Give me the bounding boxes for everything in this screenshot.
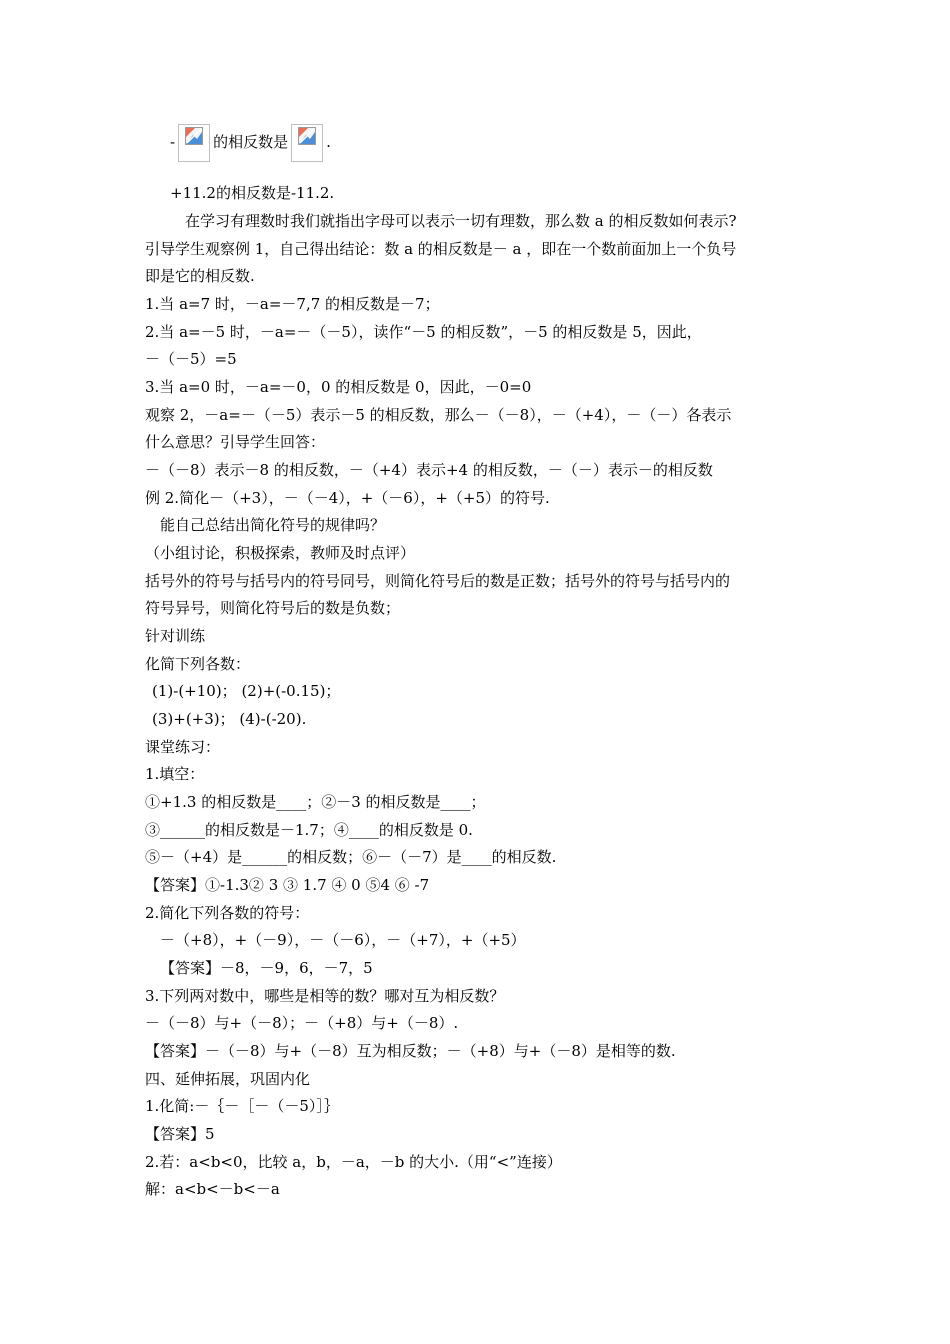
- text-line: （小组讨论，积极探索，教师及时点评）: [145, 544, 416, 562]
- section-heading: 针对训练: [145, 627, 206, 645]
- text-line: 3.当 a=0 时，－a=－0，0 的相反数是 0，因此，－0=0: [145, 378, 532, 396]
- solution-line: 解：a<b<－b<－a: [145, 1180, 280, 1198]
- text-line: 能自己总结出简化符号的规律吗？: [160, 516, 386, 534]
- answer-line: 【答案】－8，－9，6，－7，5: [160, 959, 373, 977]
- question-line: －（+8），+（－9），－（－6），－（+7），+（+5）: [160, 931, 526, 949]
- text-line: 即是它的相反数.: [145, 267, 255, 285]
- question-title: 1.填空：: [145, 765, 205, 783]
- section-heading: 课堂练习：: [145, 738, 221, 756]
- text-line: 化简下列各数：: [145, 655, 251, 673]
- answer-line: 【答案】5: [145, 1125, 215, 1143]
- text-line: 括号外的符号与括号内的符号同号，则简化符号后的数是正数；括号外的符号与括号内的: [145, 572, 731, 590]
- text-line: 2.当 a=－5 时，－a=－（－5），读作“－5 的相反数”，－5 的相反数是 5，因此，: [145, 323, 702, 341]
- question-line: ③______的相反数是－1.7；④____的相反数是 0.: [145, 821, 473, 839]
- exercise-line: (3)+(+3)； (4)-(-20).: [152, 710, 307, 728]
- text-line: －（－8）表示－8 的相反数，－（+4）表示+4 的相反数，－（－）表示－的相反数: [145, 461, 713, 479]
- text-line: －（－5）=5: [145, 350, 237, 368]
- section-heading: 四、延伸拓展，巩固内化: [145, 1070, 311, 1088]
- question-line: ⑤－（+4）是______的相反数；⑥－（－7）是____的相反数.: [145, 848, 557, 866]
- opposite-number-image-line: [170, 124, 331, 164]
- exercise-line: (1)-(+10)； (2)+(-0.15)；: [152, 682, 341, 700]
- question-line: 2.若：a<b<0，比较 a，b，－a，－b 的大小.（用“<”连接）: [145, 1153, 562, 1171]
- question-title: 2.简化下列各数的符号：: [145, 904, 310, 922]
- text-line: 什么意思？引导学生回答：: [145, 433, 326, 451]
- broken-image-icon: [178, 124, 210, 162]
- question-line: 1.化简:－｛－［－（－5）］｝: [145, 1097, 339, 1115]
- text-line: 符号异号，则简化符号后的数是负数；: [145, 599, 401, 617]
- question-title: 3.下列两对数中，哪些是相等的数？哪对互为相反数？: [145, 987, 505, 1005]
- text-line: 例 2.简化－（+3），－（－4），+（－6），+（+5）的符号.: [145, 489, 550, 507]
- question-line: ①+1.3 的相反数是____；②－3 的相反数是____；: [145, 793, 486, 811]
- text-line: +11.2的相反数是-11.2.: [170, 184, 335, 202]
- text-line: 1.当 a=7 时，－a=－7,7 的相反数是－7；: [145, 295, 440, 313]
- answer-line: 【答案】①-1.3② 3 ③ 1.7 ④ 0 ⑤4 ⑥ -7: [145, 876, 430, 894]
- text-line: 引导学生观察例 1，自己得出结论：数 a 的相反数是－ a ，即在一个数前面加上一个负号: [145, 240, 737, 258]
- image-line-suffix: .: [326, 133, 331, 151]
- text-line: 在学习有理数时我们就指出字母可以表示一切有理数，那么数 a 的相反数如何表示?: [185, 212, 737, 230]
- text-line: 观察 2，－a=－（－5）表示－5 的相反数，那么－（－8），－（+4），－（－）各表示: [145, 406, 732, 424]
- minus-prefix: -: [170, 133, 176, 151]
- image-line-middle: 的相反数是: [213, 133, 289, 151]
- answer-line: 【答案】－（－8）与+（－8）互为相反数；－（+8）与+（－8）是相等的数.: [145, 1042, 676, 1060]
- question-line: －（－8）与+（－8）；－（+8）与+（－8）.: [145, 1014, 459, 1032]
- broken-image-icon: [291, 124, 323, 162]
